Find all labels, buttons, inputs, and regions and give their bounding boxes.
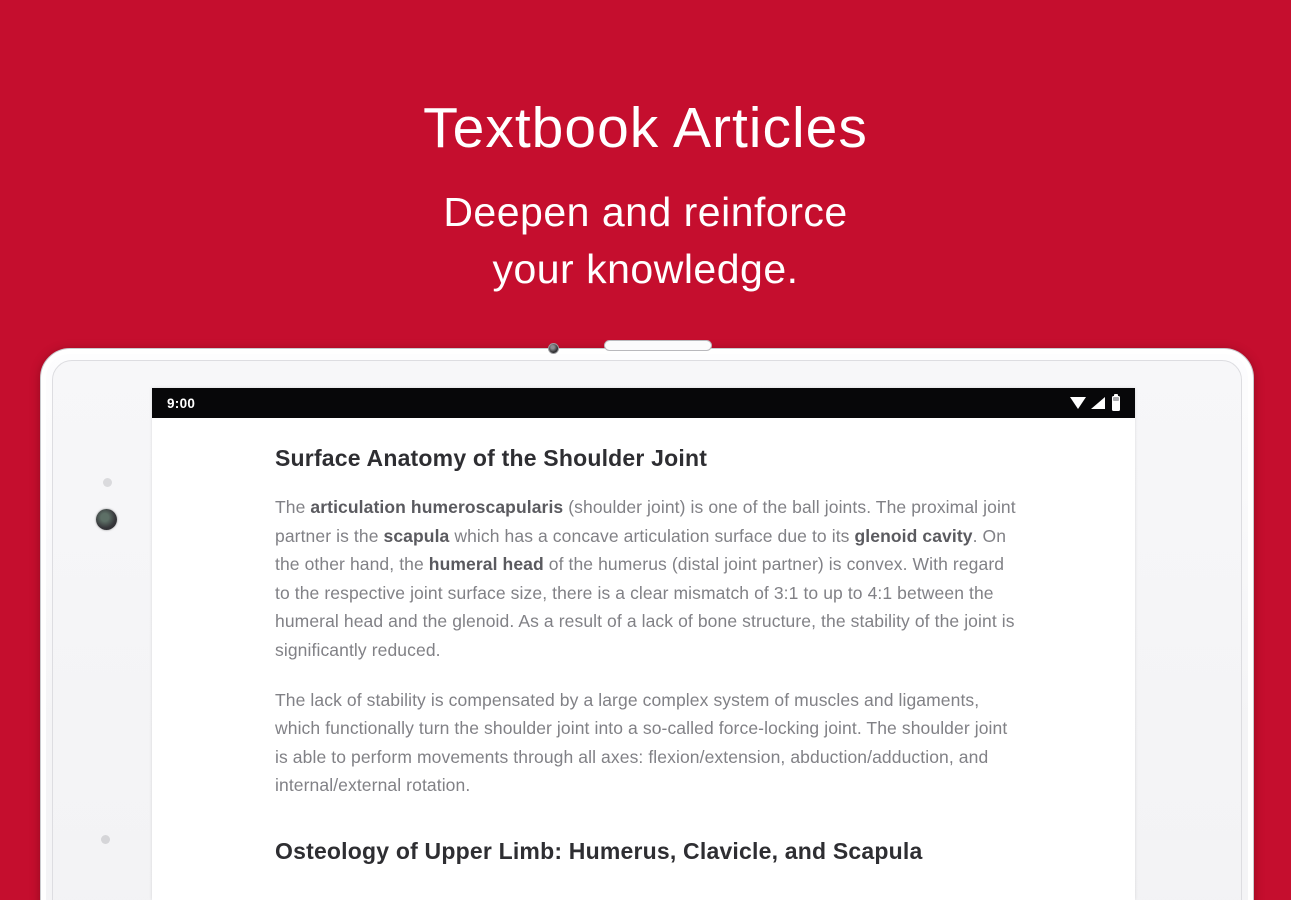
top-camera-icon: [548, 343, 559, 354]
article-paragraph: The articulation humeroscapularis (shoulder joint) is one of the ball joints. The proximal joint partner is the scapula which has a concave articulation surface due to its glenoid cavity. On the other hand, the humeral head of the humerus (distal joint partner) is convex. With regard to the respective joint surface size, there is a clear mismatch of 3:1 to up to 4:1 between the humeral head and the glenoid. As a result of a lack of bone structure, the stability of the joint is significantly reduced.: [275, 497, 1016, 660]
article-paragraph: The lack of stability is compensated by a large complex system of muscles and ligaments, which functionally turn the shoulder joint into a so-called force-locking joint. The shoulder joint is able to perform movements through all axes: flexion/extension, abduction/adduction, and internal/external rotation.: [275, 689, 1008, 796]
article-content[interactable]: [152, 445, 1135, 865]
hero-subtitle-line2: your knowledge.: [492, 245, 799, 292]
wifi-icon: [1070, 397, 1086, 409]
speaker-grille: [604, 340, 712, 351]
article-heading-osteology: Osteology of Upper Limb: Humerus, Clavicle, and Scapula: [275, 837, 923, 864]
tablet-screen: [152, 388, 1135, 900]
light-sensor-icon: [103, 478, 112, 487]
status-bar: [152, 388, 1135, 418]
front-camera-icon: [96, 509, 117, 530]
cellular-signal-icon: [1091, 397, 1105, 409]
hero-banner: [0, 0, 1291, 298]
hero-subtitle-line1: Deepen and reinforce: [443, 188, 848, 235]
microphone-icon: [101, 835, 110, 844]
hero-subtitle: [0, 184, 1291, 298]
hero-title: Textbook Articles: [423, 96, 868, 160]
article-heading-shoulder-joint: Surface Anatomy of the Shoulder Joint: [275, 445, 708, 471]
status-icons: [1070, 396, 1120, 411]
battery-icon: [1112, 396, 1120, 411]
status-time: 9:00: [167, 395, 196, 411]
